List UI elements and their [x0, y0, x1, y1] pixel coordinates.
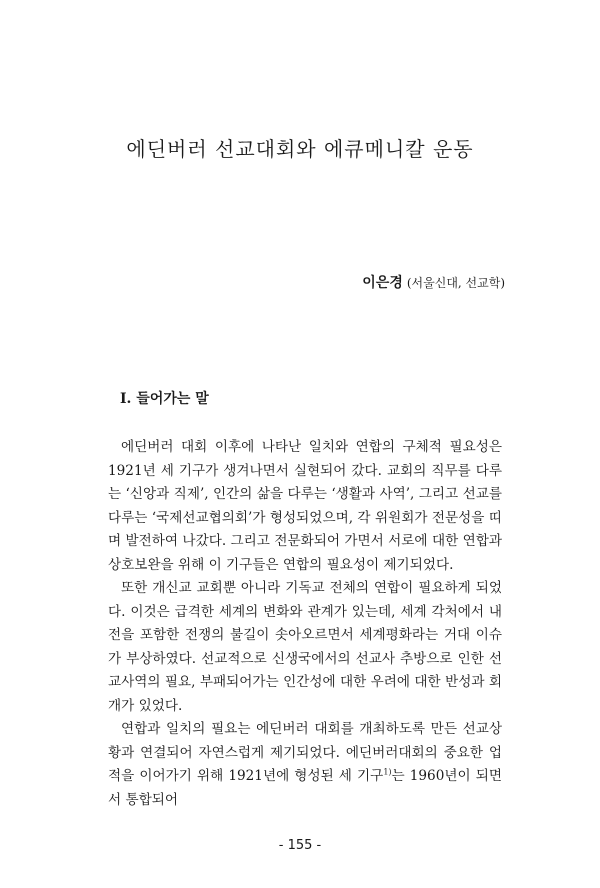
author-name: 이은경	[362, 275, 403, 291]
paragraph-3-text-end: 는 1960년이 되면서 통합되어	[108, 768, 502, 808]
section-heading: Ⅰ. 들어가는 말	[120, 391, 209, 407]
author-affiliation: (서울신대, 선교학)	[406, 276, 505, 290]
author-line	[362, 272, 505, 292]
body-text	[108, 436, 502, 812]
paragraph-3	[108, 718, 502, 812]
footnote-marker[interactable]: 1)	[383, 767, 392, 777]
article-title: 에딘버러 선교대회와 에큐메니칼 운동	[126, 137, 474, 162]
page-number: - 155 -	[278, 838, 322, 853]
paragraph-1: 에딘버러 대회 이후에 나타난 일치와 연합의 구체적 필요성은 1921년 세 기구가 생겨나면서 실현되어 갔다. 교회의 직무를 다루는 ‘신앙과 직제’, 인간의 삶을 다루는 ‘생활과 사역’, 그리고 선교를 다루는 ‘국제선교협의회’가 형성되었으며, 각 위원회가 전문성을 띠며 발전하여 나갔다. 그리고 전문화되어 가면서 서로에 대한 연합과 상호보완을 위해 이 기구들은 연합의 필요성이 제기되었다.	[108, 439, 502, 573]
paragraph-3-text-start: 연합과 일치의 필요는 에딘버러 대회를 개최하도록 만든 선교상황과 연결되어 자연스럽게 제기되었다. 에딘버러대회의 중요한 업적을 이어가기 위해 1921년에 형성된 세 기구	[108, 721, 502, 784]
paragraph-2: 또한 개신교 교회뿐 아니라 기독교 전체의 연합이 필요하게 되었다. 이것은 급격한 세계의 변화와 관계가 있는데, 세계 각처에서 내전을 포함한 전쟁의 불길이 솟아오르면서 세계평화라는 거대 이슈가 부상하였다. 선교적으로 신생국에서의 선교사 추방으로 인한 선교사역의 필요, 부패되어가는 인간성에 대한 우려에 대한 반성과 회개가 있었다.	[108, 580, 502, 714]
